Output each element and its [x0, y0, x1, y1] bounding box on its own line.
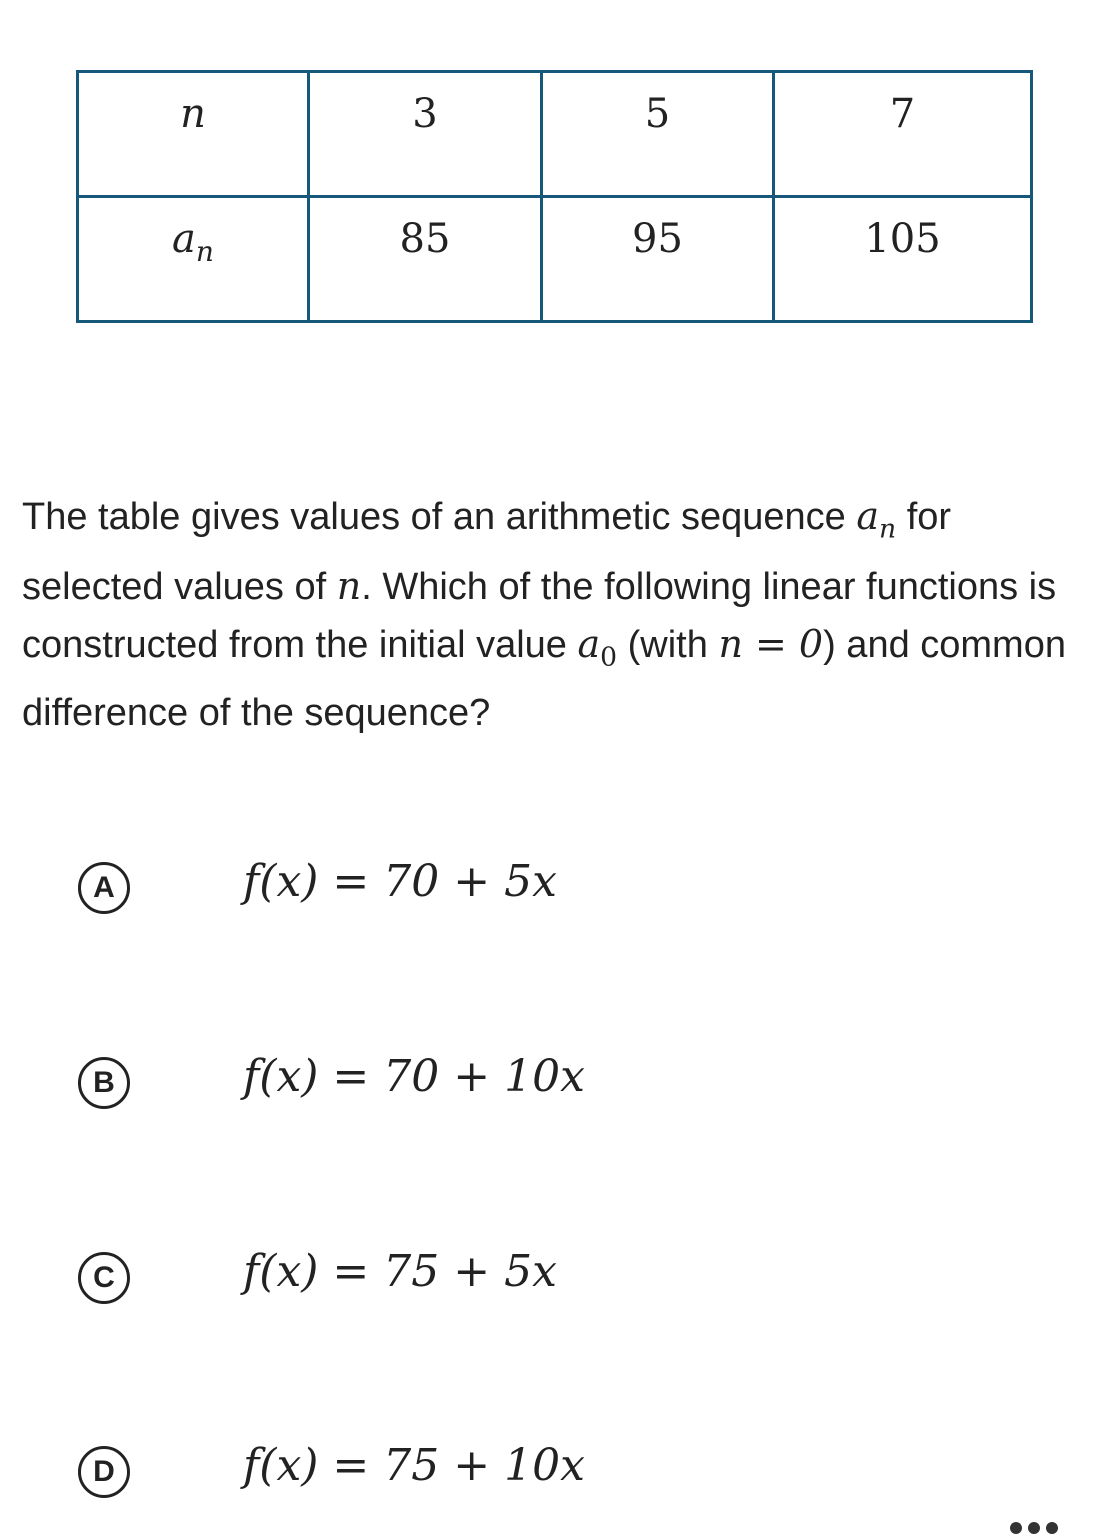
option-letter-c: C — [78, 1252, 130, 1304]
option-formula: f(x) = 75 + 5x — [243, 1246, 557, 1297]
text: ) and common difference of the sequence? — [22, 623, 1066, 735]
sequence-table — [76, 70, 1033, 323]
math-sub: n — [879, 513, 897, 545]
option-c[interactable] — [78, 1246, 557, 1308]
text: . Which of the following linear functions is constructed from the initial value — [22, 565, 1057, 666]
subscript: n — [195, 235, 214, 268]
option-letter-b: B — [78, 1057, 130, 1109]
header-n: n — [78, 72, 309, 197]
cell: 95 — [542, 197, 774, 322]
option-b[interactable] — [78, 1051, 585, 1113]
option-formula: f(x) = 70 + 5x — [243, 856, 557, 907]
math-var: a — [577, 621, 601, 666]
table-row-n — [78, 72, 1032, 197]
option-a[interactable] — [78, 856, 557, 918]
a-symbol: a — [172, 216, 196, 262]
option-d[interactable] — [78, 1440, 585, 1502]
question-text — [22, 488, 1082, 742]
cell: 3 — [309, 72, 542, 197]
text: The table gives values of an arithmetic sequence — [22, 496, 857, 538]
math-var: n — [336, 563, 362, 608]
option-formula: f(x) = 75 + 10x — [243, 1440, 585, 1491]
cell: 5 — [542, 72, 774, 197]
option-letter-d: D — [78, 1446, 130, 1498]
math-sub: 0 — [600, 641, 618, 673]
cell: 105 — [774, 197, 1032, 322]
dot — [1046, 1522, 1058, 1534]
dot — [1028, 1522, 1040, 1534]
math-var: a — [856, 494, 880, 538]
option-letter-a: A — [78, 862, 130, 914]
text: for selected values of — [22, 496, 952, 608]
text: (with — [617, 623, 719, 666]
option-formula: f(x) = 70 + 10x — [243, 1051, 585, 1102]
cell: 85 — [309, 197, 542, 322]
header-an — [78, 197, 309, 322]
dot — [1010, 1522, 1022, 1534]
ellipsis-icon[interactable] — [1010, 1522, 1058, 1534]
math-eq: n = 0 — [718, 621, 824, 666]
cell: 7 — [774, 72, 1032, 197]
table-row-an — [78, 197, 1032, 322]
